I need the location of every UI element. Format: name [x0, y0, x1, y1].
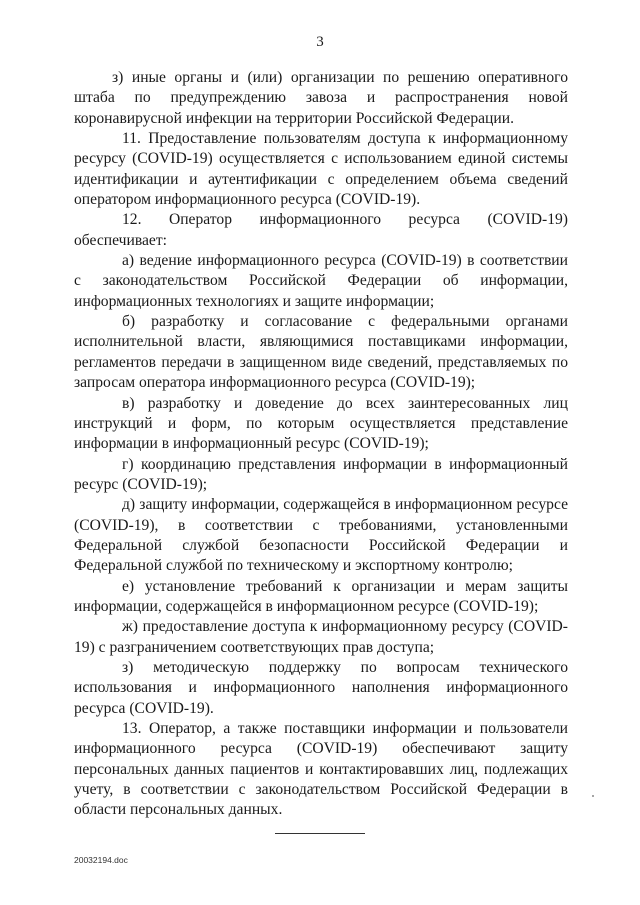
- paragraph-12-e: е) установление требований к организации и мерам защиты информации, содержащейся в информационном ресурсе (COVID-19);: [74, 577, 568, 615]
- paragraph-sub-z-other-bodies: з) иные органы и (или) организации по решению оперативного штаба по предупреждению завоза и распространения новой коронавирусной инфекции на территории Российской Федерации.: [74, 69, 568, 127]
- end-divider: [275, 833, 365, 834]
- paragraph-12-b: б) разработку и согласование с федеральными органами исполнительной власти, являющимися поставщиками информации, регламентов передачи в защищенном виде сведений, представляемых по запросам оператора информационного ресурса (COVID-19);: [74, 313, 568, 392]
- paragraph-12-a: а) ведение информационного ресурса (COVID-19) в соответствии с законодательством Российской Федерации об информации, информационных технологиях и защите информации;: [74, 252, 568, 310]
- document-body: [74, 68, 568, 821]
- paragraph-11-access: 11. Предоставление пользователям доступа к информационному ресурсу (COVID-19) осуществляется с использованием единой системы идентификации и аутентификации с определением объема сведений оператором информационного ресурса (COVID-19).: [74, 130, 568, 209]
- paragraph-12-operator-duties: 12. Оператор информационного ресурса (COVID-19) обеспечивает:: [74, 211, 568, 249]
- paragraph-12-d: д) защиту информации, содержащейся в информационном ресурсе (COVID-19), в соответствии с требованиями, установленными Федеральной службой безопасности Российской Федерации и Федеральной службой по техническому и экспортному контролю;: [74, 496, 568, 575]
- paragraph-12-v: в) разработку и доведение до всех заинтересованных лиц инструкций и форм, по которым осуществляется представление информации в информационный ресурс (COVID-19);: [74, 394, 568, 453]
- paragraph-13-data-protection: 13. Оператор, а также поставщики информации и пользователи информационного ресурса (COVID-19) обеспечивают защиту персональных данных пациентов и контактировавших лиц, подлежащих учету, в соответствии с законодательством Российской Федерации в области персональных данных.: [74, 720, 568, 819]
- scan-speck: [592, 795, 594, 797]
- page-number: 3: [316, 34, 324, 50]
- paragraph-12-g: г) координацию представления информации в информационный ресурс (COVID-19);: [74, 455, 568, 493]
- paragraph-12-z: з) методическую поддержку по вопросам технического использования и информационного наполнения информационного ресурса (COVID-19).: [74, 658, 568, 717]
- paragraph-12-zh: ж) предоставление доступа к информационному ресурсу (COVID-19) с разграничением соответствующих прав доступа;: [74, 618, 568, 656]
- document-file-reference: 20032194.doc: [74, 855, 128, 865]
